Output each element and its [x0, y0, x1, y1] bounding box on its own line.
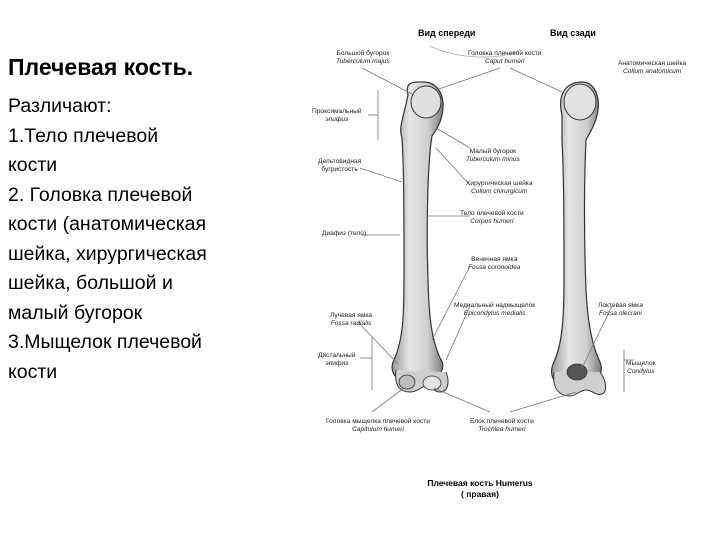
body-line: шейка, хирургическая: [8, 242, 207, 265]
label-coronoid-fossa: Венечная ямка Fossa coronoidea: [468, 256, 521, 271]
label-trochlea: Блок плечевой кости Trochlea humeri: [470, 418, 534, 433]
body-line: шейка, большой и: [8, 272, 173, 294]
label-body: Тело плечевой кости Corpus humeri: [460, 210, 524, 225]
label-distal-epiphysis: Дистальный эпифиз: [318, 352, 356, 367]
slide-title: Плечевая кость.: [8, 54, 194, 80]
label-capitulum: Головка мыщелка плечевой кости Capitulum humeri: [326, 418, 430, 433]
body-line: 1.Тело плечевой: [8, 124, 159, 147]
label-diaphysis: Диафиз (тело): [322, 230, 367, 237]
label-olecranon-fossa: Локтевая ямка Fossa olecrani: [598, 302, 643, 317]
label-greater-tubercle: Большой бугорок Tuberculum majus: [336, 50, 390, 65]
label-lesser-tubercle: Малый бугорок Tuberculum minus: [466, 148, 520, 163]
label-anatomical-neck: Анатомическая шейка Collum anatomicum: [618, 60, 687, 75]
humerus-front-view: [392, 82, 448, 392]
humerus-back-view: [552, 82, 606, 396]
body-line: малый бугорок: [8, 301, 143, 324]
label-deltoid-tuberosity: Дельтовидная бугристость: [318, 158, 362, 173]
label-proximal-epiphysis: Проксимальный эпифиз: [312, 108, 362, 123]
label-condyle: Мыщелок Condylus: [626, 360, 656, 375]
label-radial-fossa: Лучевая ямка Fossa radialis: [330, 312, 373, 327]
body-line: кости: [8, 360, 58, 383]
body-line: кости (анатомическая: [8, 213, 207, 235]
front-view-title: Вид спереди: [418, 28, 476, 38]
figure-caption: Плечевая кость Humerus ( правая): [427, 478, 533, 499]
humerus-figure: [300, 20, 720, 520]
body-line: 3.Мыщелок плечевой: [8, 331, 202, 353]
label-medial-epicondyle: Медиальный надмыщелок Epicondylus medialis: [454, 302, 536, 317]
label-surgical-neck: Хирургическая шейка Collum chirurgicum: [466, 180, 533, 195]
body-line: Различают:: [8, 95, 112, 117]
body-line: 2. Головка плечевой: [8, 183, 193, 206]
back-bone-shape: [552, 82, 602, 384]
label-head: Головка плечевой кости Caput humeri: [468, 50, 542, 65]
body-line: кости: [8, 154, 58, 176]
back-view-title: Вид сзади: [550, 28, 596, 38]
front-bone-shape: [392, 82, 443, 380]
slide-body: [8, 92, 298, 387]
